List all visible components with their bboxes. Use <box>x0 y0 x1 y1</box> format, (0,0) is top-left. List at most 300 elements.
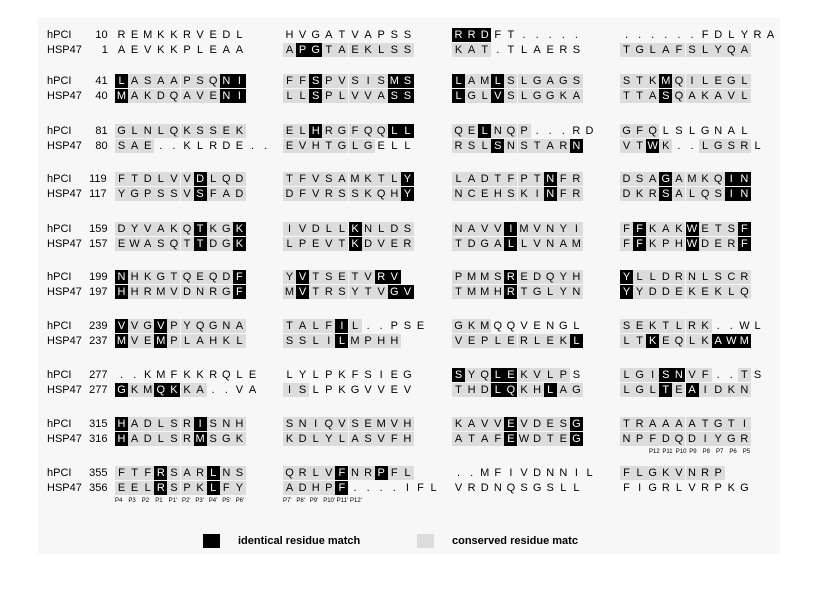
residue: S <box>401 222 414 236</box>
residue: H <box>570 270 583 284</box>
residue: A <box>766 29 775 41</box>
sequence-position: 277 <box>89 369 108 381</box>
residue: A <box>646 172 659 186</box>
residue: L <box>620 368 633 382</box>
residue: E <box>672 285 685 299</box>
residue: A <box>154 74 167 88</box>
residue: A <box>478 432 491 446</box>
residue: P <box>167 319 180 333</box>
residue: H <box>375 334 388 348</box>
residue: L <box>309 466 322 480</box>
residue: N <box>544 222 557 236</box>
residue: L <box>309 432 322 446</box>
residue: S <box>283 334 296 348</box>
residue: T <box>362 285 375 299</box>
residue: K <box>518 187 531 201</box>
residue: D <box>309 222 322 236</box>
sequence-name: HSP47 <box>47 335 82 347</box>
residue: H <box>128 270 141 284</box>
residue: V <box>491 417 504 431</box>
residue: V <box>181 187 194 201</box>
residue: A <box>533 44 541 56</box>
residue: S <box>686 43 699 57</box>
residue: I <box>725 187 738 201</box>
residue: D <box>207 237 220 251</box>
residue: K <box>646 222 659 236</box>
residue: F <box>388 466 401 480</box>
residue: F <box>335 466 348 480</box>
residue: W <box>686 223 698 235</box>
residue: H <box>491 187 504 201</box>
residue: D <box>620 187 633 201</box>
residue: K <box>233 432 246 446</box>
residue: K <box>283 432 296 446</box>
residue: A <box>712 334 725 348</box>
residue: T <box>283 172 296 186</box>
residue: K <box>233 222 246 236</box>
residue: D <box>296 481 309 495</box>
residue: V <box>128 334 141 348</box>
residue: E <box>309 237 322 251</box>
residue: V <box>296 285 309 299</box>
alignment-gap: . <box>159 140 163 152</box>
residue: D <box>533 467 542 479</box>
residue: F <box>620 466 633 480</box>
residue: N <box>491 124 504 138</box>
residue: P <box>167 334 180 348</box>
residue: R <box>154 481 167 495</box>
residue: E <box>115 481 128 495</box>
residue: A <box>452 432 465 446</box>
residue: P <box>659 237 672 251</box>
residue: V <box>452 334 465 348</box>
residue: T <box>465 432 478 446</box>
residue: H <box>115 285 128 299</box>
residue: R <box>504 270 517 284</box>
residue: S <box>504 187 517 201</box>
residue: Q <box>504 124 517 138</box>
residue: S <box>390 29 398 41</box>
residue: T <box>309 270 322 284</box>
residue: F <box>646 432 659 446</box>
residue: L <box>646 43 659 57</box>
residue: E <box>235 140 244 152</box>
residue: G <box>570 417 583 431</box>
residue: D <box>194 172 207 186</box>
residue: F <box>620 237 633 251</box>
residue: K <box>338 369 346 381</box>
residue: H <box>531 383 544 397</box>
residue: L <box>573 482 580 494</box>
alignment-gap: . <box>211 384 215 396</box>
sequence-name: HSP47 <box>47 384 82 396</box>
residue: F <box>672 43 685 57</box>
residue: S <box>452 368 465 382</box>
residue: E <box>349 43 362 57</box>
residue: K <box>349 237 362 251</box>
residue: Y <box>465 368 478 382</box>
residue: P <box>141 187 154 201</box>
residue: L <box>335 222 348 236</box>
residue: D <box>296 432 309 446</box>
residue: I <box>574 467 578 479</box>
residue: G <box>531 285 544 299</box>
residue: Q <box>154 383 167 397</box>
sequence-name: hPCI <box>47 29 72 41</box>
residue: G <box>388 285 401 299</box>
residue: L <box>738 89 751 103</box>
residue: P <box>325 369 333 381</box>
alignment-gap: . <box>535 29 539 41</box>
residue: K <box>699 89 712 103</box>
residue: I <box>283 222 296 236</box>
residue: M <box>284 286 295 298</box>
residue: I <box>531 187 544 201</box>
residue: K <box>194 481 207 495</box>
residue: V <box>401 285 414 299</box>
residue: Q <box>167 124 180 138</box>
residue: F <box>233 270 246 284</box>
residue: I <box>738 417 751 431</box>
residue: A <box>570 89 583 103</box>
residue: S <box>167 432 180 446</box>
residue: A <box>325 29 333 41</box>
residue: A <box>128 417 141 431</box>
residue: L <box>491 383 504 397</box>
alignment-gap: . <box>716 369 720 381</box>
residue: G <box>452 319 465 333</box>
residue: K <box>518 383 531 397</box>
residue: K <box>659 139 672 153</box>
residue: T <box>375 172 388 186</box>
residue: A <box>220 187 233 201</box>
residue: R <box>183 29 191 41</box>
residue: V <box>686 368 699 382</box>
residue: L <box>531 334 544 348</box>
residue: H <box>285 29 294 41</box>
residue: L <box>391 140 398 152</box>
residue: G <box>570 383 583 397</box>
residue: Y <box>557 285 570 299</box>
residue: F <box>296 74 309 88</box>
residue: L <box>115 74 128 88</box>
residue: K <box>452 417 465 431</box>
residue: A <box>128 432 141 446</box>
residue: M <box>571 238 581 250</box>
position-marker: P2 <box>141 498 150 504</box>
residue: G <box>403 369 412 381</box>
residue: V <box>531 222 544 236</box>
alignment-gap: . <box>133 369 137 381</box>
residue: F <box>322 319 335 333</box>
alignment-gap: . <box>353 482 357 494</box>
residue: R <box>181 417 194 431</box>
residue: M <box>376 418 386 430</box>
residue: D <box>222 140 231 152</box>
sequence-name: HSP47 <box>47 188 82 200</box>
residue: P <box>296 43 309 57</box>
residue: Q <box>375 187 388 201</box>
residue: A <box>672 172 685 186</box>
residue: A <box>181 89 194 103</box>
residue: R <box>633 417 646 431</box>
alignment-gap: . <box>250 140 255 152</box>
residue: L <box>207 481 220 495</box>
position-marker: P3 <box>128 498 136 504</box>
residue: R <box>572 125 581 137</box>
residue: A <box>296 319 309 333</box>
residue: E <box>283 139 296 153</box>
residue: D <box>531 417 544 431</box>
residue: G <box>646 466 659 480</box>
residue: A <box>349 432 362 446</box>
residue: H <box>128 285 141 299</box>
residue: N <box>493 482 502 494</box>
residue: M <box>467 286 477 298</box>
residue: P <box>390 320 398 332</box>
residue: S <box>115 139 128 153</box>
residue: A <box>248 384 257 396</box>
residue: Q <box>646 124 659 138</box>
residue: V <box>478 222 491 236</box>
residue: N <box>686 270 699 284</box>
residue: I <box>686 74 699 88</box>
residue: L <box>312 369 319 381</box>
residue: L <box>236 369 243 381</box>
residue: A <box>659 222 672 236</box>
residue: A <box>364 29 372 41</box>
residue: M <box>480 286 490 298</box>
residue: A <box>128 139 141 153</box>
residue: A <box>335 43 348 57</box>
residue: Y <box>401 187 414 201</box>
residue: F <box>557 187 570 201</box>
residue: E <box>220 124 233 138</box>
residue: T <box>322 139 335 153</box>
residue: L <box>388 124 401 138</box>
residue: Y <box>115 187 128 201</box>
residue: R <box>518 334 531 348</box>
residue: L <box>586 467 593 479</box>
residue: V <box>322 237 335 251</box>
residue: V <box>349 89 362 103</box>
alignment-gap: . <box>677 29 681 41</box>
residue: M <box>661 75 671 87</box>
residue: K <box>646 74 659 88</box>
position-marker: P9 <box>689 449 697 455</box>
residue: Y <box>557 270 570 284</box>
residue: K <box>362 187 375 201</box>
sequence-position: 1 <box>101 44 108 56</box>
residue: F <box>623 482 630 494</box>
residue: S <box>388 43 401 57</box>
residue: F <box>296 172 309 186</box>
residue: T <box>531 139 544 153</box>
residue: R <box>322 285 335 299</box>
residue: K <box>233 237 246 251</box>
residue: S <box>167 466 180 480</box>
residue: K <box>207 222 220 236</box>
residue: Y <box>349 285 362 299</box>
alignment-gap: . <box>548 125 552 137</box>
residue: G <box>128 187 141 201</box>
residue: D <box>659 270 672 284</box>
residue: R <box>738 270 751 284</box>
residue: F <box>233 285 246 299</box>
residue: L <box>478 139 491 153</box>
residue: A <box>672 417 685 431</box>
residue: G <box>309 43 322 57</box>
residue: H <box>388 187 401 201</box>
residue: A <box>128 74 141 88</box>
residue: L <box>322 222 335 236</box>
residue: D <box>233 172 246 186</box>
residue: A <box>712 89 725 103</box>
alignment-gap: . <box>392 482 396 494</box>
residue: Q <box>362 124 375 138</box>
residue: F <box>557 172 570 186</box>
residue: N <box>220 89 233 103</box>
residue: S <box>518 139 531 153</box>
residue: R <box>117 29 126 41</box>
residue: N <box>452 222 465 236</box>
sequence-position: 117 <box>89 188 107 200</box>
residue: S <box>322 172 335 186</box>
residue: S <box>620 74 633 88</box>
residue: Q <box>672 334 685 348</box>
residue: Q <box>452 124 465 138</box>
residue: V <box>520 467 528 479</box>
residue: L <box>478 89 491 103</box>
position-marker: P6' <box>235 498 245 504</box>
residue: D <box>659 285 672 299</box>
residue: R <box>753 29 762 41</box>
residue: T <box>659 319 672 333</box>
residue: T <box>699 417 712 431</box>
residue: L <box>197 44 204 56</box>
residue: Q <box>506 320 516 332</box>
sequence-position: 159 <box>89 223 108 235</box>
residue: D <box>465 237 478 251</box>
residue: T <box>518 285 531 299</box>
residue: E <box>533 320 541 332</box>
residue: F <box>388 432 401 446</box>
residue: D <box>714 29 723 41</box>
alignment-gap: . <box>561 125 565 137</box>
residue: Q <box>504 383 517 397</box>
residue: S <box>207 124 220 138</box>
residue: H <box>309 124 322 138</box>
residue: K <box>181 383 194 397</box>
residue: E <box>465 334 478 348</box>
residue: L <box>335 89 348 103</box>
alignment-gap: . <box>264 140 268 152</box>
residue: L <box>207 172 220 186</box>
residue: S <box>296 334 309 348</box>
residue: Y <box>128 222 141 236</box>
residue: G <box>725 432 738 446</box>
residue: L <box>309 334 322 348</box>
residue: D <box>480 482 489 494</box>
residue: Y <box>633 285 646 299</box>
residue: S <box>335 285 348 299</box>
residue: K <box>672 222 685 236</box>
sequence-position: 40 <box>95 90 108 102</box>
residue: D <box>699 237 712 251</box>
sequence-name: HSP47 <box>47 433 82 445</box>
residue: N <box>570 139 583 153</box>
residue: E <box>633 319 646 333</box>
sequence-name: hPCI <box>47 75 72 87</box>
residue: R <box>570 187 583 201</box>
residue: M <box>467 271 477 283</box>
residue: K <box>170 29 178 41</box>
residue: N <box>546 320 555 332</box>
residue: D <box>283 187 296 201</box>
residue: K <box>557 334 570 348</box>
residue: H <box>309 481 322 495</box>
residue: E <box>712 74 725 88</box>
residue: M <box>143 29 153 41</box>
residue: L <box>741 125 748 137</box>
residue: V <box>167 172 180 186</box>
residue: K <box>646 237 659 251</box>
residue: G <box>141 319 154 333</box>
sequence-position: 239 <box>89 320 108 332</box>
residue: N <box>620 432 633 446</box>
residue: T <box>725 417 738 431</box>
residue: I <box>646 368 659 382</box>
residue: A <box>465 172 478 186</box>
residue: N <box>559 467 568 479</box>
residue: L <box>688 125 696 137</box>
residue: G <box>712 139 725 153</box>
residue: K <box>157 44 165 56</box>
sequence-name: hPCI <box>47 125 72 137</box>
residue: N <box>296 417 309 431</box>
residue: N <box>141 124 154 138</box>
residue: N <box>714 125 723 137</box>
residue: S <box>194 74 207 88</box>
residue: P <box>183 44 191 56</box>
residue: F <box>296 187 309 201</box>
residue: E <box>390 384 398 396</box>
residue: H <box>401 432 414 446</box>
residue: G <box>220 285 233 299</box>
residue: Y <box>557 222 570 236</box>
residue: M <box>480 467 490 479</box>
residue: K <box>686 285 699 299</box>
alignment-gap: . <box>366 320 370 332</box>
residue: K <box>157 29 165 41</box>
residue: L <box>335 334 348 348</box>
residue: D <box>478 28 491 42</box>
residue: K <box>167 383 180 397</box>
residue: L <box>560 482 567 494</box>
residue: G <box>465 89 478 103</box>
residue: L <box>154 124 167 138</box>
residue: G <box>532 482 542 494</box>
residue: E <box>362 417 375 431</box>
position-marker: P1' <box>168 498 178 504</box>
residue: L <box>754 320 761 332</box>
residue: K <box>725 383 738 397</box>
residue: R <box>559 44 568 56</box>
residue: G <box>207 319 220 333</box>
residue: E <box>141 139 154 153</box>
residue: S <box>753 369 762 381</box>
residue: T <box>194 237 207 251</box>
